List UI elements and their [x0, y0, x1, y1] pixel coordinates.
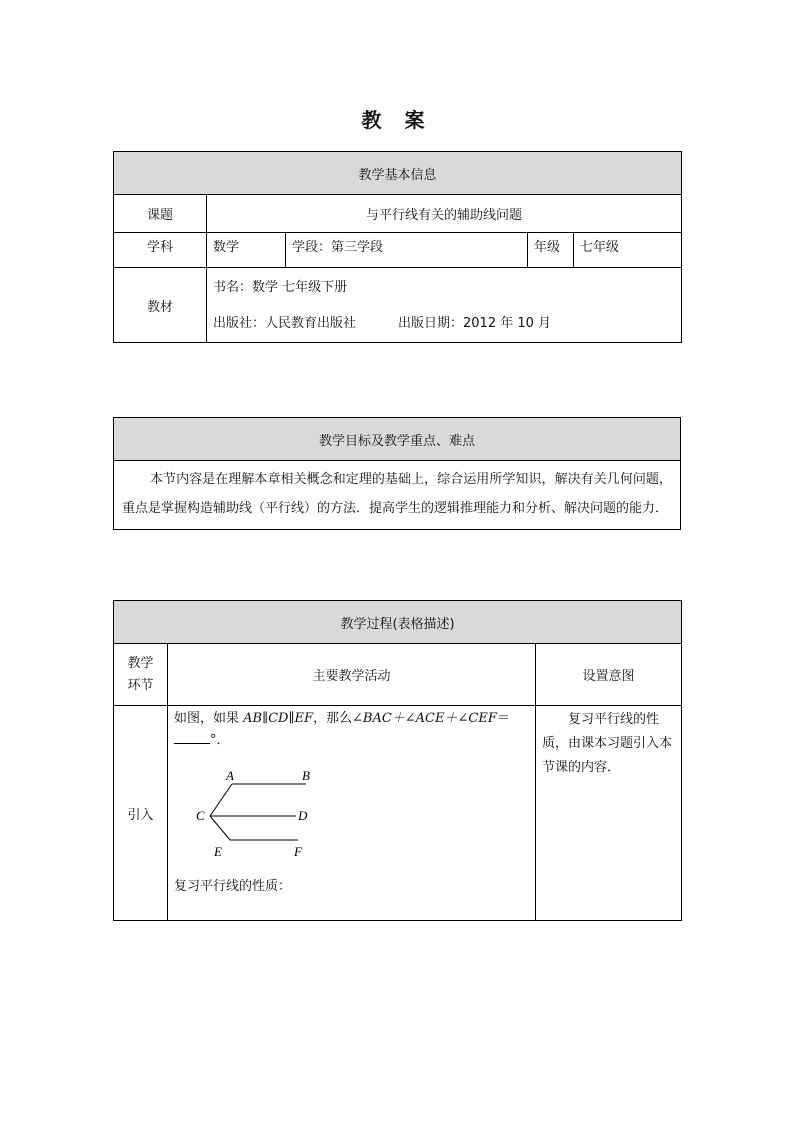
intent-text: 复习平行线的性质，由课本习题引入本节课的内容．: [536, 706, 682, 921]
goals-header: 教学目标及教学重点、难点: [114, 418, 681, 461]
question-mid: ，那么: [312, 711, 352, 726]
publisher: 出版社：人民教育出版社: [213, 315, 357, 331]
question-suffix: °．: [210, 733, 230, 748]
label-c: C: [196, 808, 205, 823]
process-header: 教学过程(表格描述): [114, 601, 682, 644]
textbook-label: 教材: [114, 268, 207, 343]
stage-value: 学段：第三学段: [286, 233, 528, 268]
question-expr-parallel: AB∥CD∥EF: [243, 711, 313, 726]
basic-info-header: 教学基本信息: [114, 152, 682, 195]
goals-text: 本节内容是在理解本章相关概念和定理的基础上，综合运用所学知识，解决有关几何问题，重点是掌握构造辅助线（平行线）的方法．提高学生的逻辑推理能力和分析、解决问题的能力．: [114, 461, 681, 530]
stage-column-header: [114, 644, 168, 706]
label-e: E: [214, 844, 222, 859]
textbook-info: [207, 268, 682, 343]
process-table: [113, 600, 682, 921]
stage-header-line2: 环节: [127, 677, 154, 693]
review-text: 复习平行线的性质：: [174, 879, 292, 894]
basic-info-table: [113, 151, 682, 343]
grade-value: 七年级: [574, 233, 682, 268]
topic-value: 与平行线有关的辅助线问题: [207, 195, 682, 233]
label-a: A: [226, 768, 234, 783]
stage-header-line1: 教学: [127, 655, 154, 671]
grade-label: 年级: [528, 233, 574, 268]
question-expr-angles: ∠BAC＋∠ACE＋∠CEF: [352, 711, 497, 726]
question-text: [168, 706, 535, 730]
question-prefix: 如图，如果: [174, 711, 244, 726]
activity-cell: [168, 706, 536, 921]
label-d: D: [298, 808, 308, 823]
stage-intro: 引入: [114, 706, 168, 921]
parallel-lines-figure: [180, 762, 330, 862]
question-equals: ＝: [496, 711, 510, 726]
subject-value: 数学: [207, 233, 286, 268]
answer-blank: [174, 731, 210, 744]
publisher-line: [213, 306, 681, 342]
subject-label: 学科: [114, 233, 207, 268]
intent-column-header: 设置意图: [536, 644, 682, 706]
book-line: 书名：数学 七年级下册: [213, 279, 348, 295]
label-f: F: [294, 844, 302, 859]
goals-table: [113, 417, 681, 530]
label-b: B: [302, 768, 310, 783]
activity-column-header: 主要教学活动: [168, 644, 536, 706]
page-title: 教 案: [361, 108, 433, 132]
pub-date: 出版日期：2012 年 10 月: [398, 315, 552, 331]
topic-label: 课题: [114, 195, 207, 233]
question-answer-line: [168, 730, 535, 752]
